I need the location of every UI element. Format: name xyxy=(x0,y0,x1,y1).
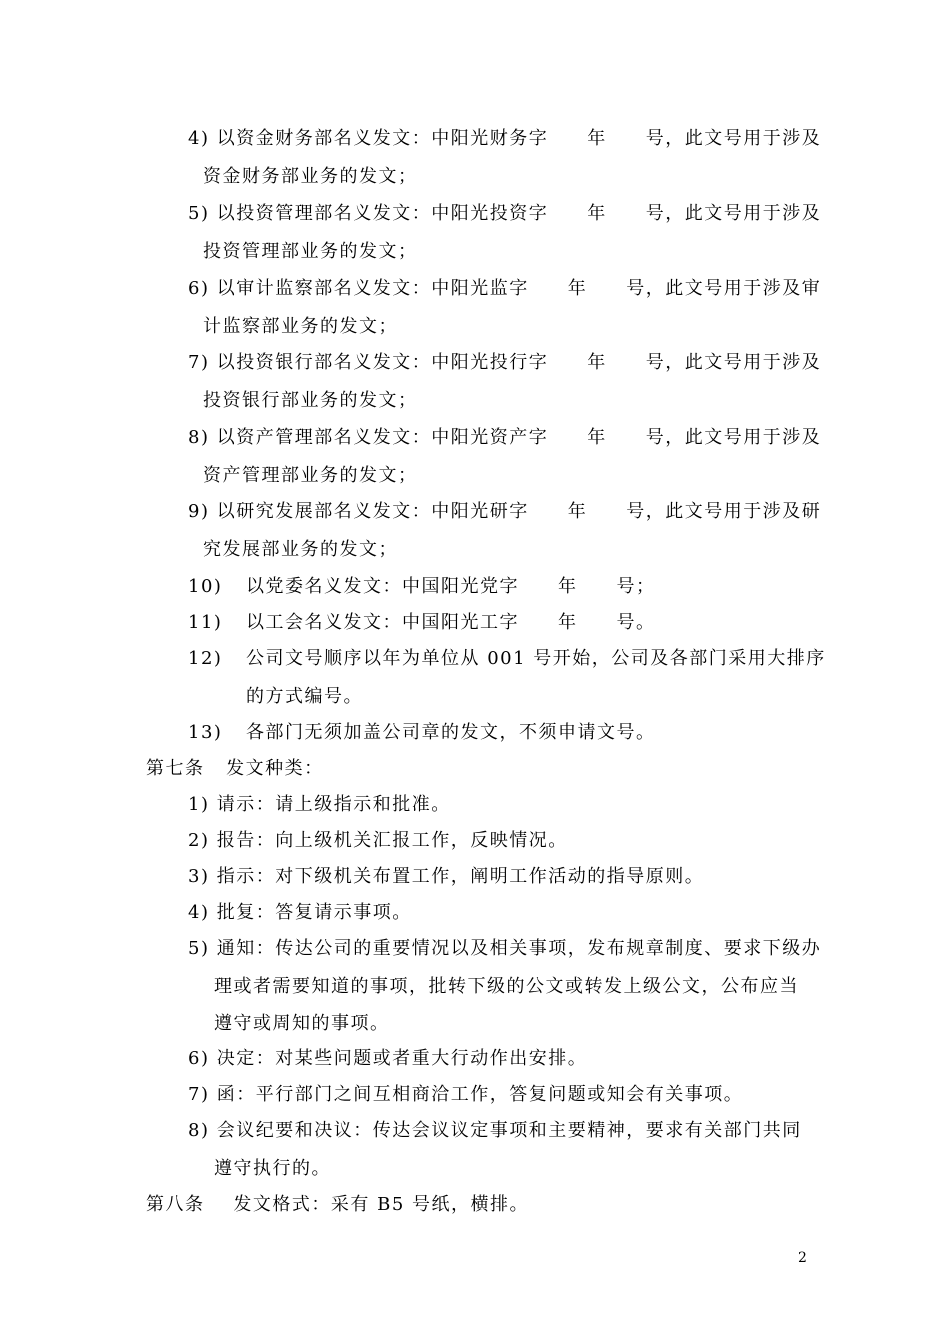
item-number: 11) xyxy=(188,612,223,633)
list-item xyxy=(188,901,412,925)
item-text: 请示：请上级指示和批准。 xyxy=(216,794,451,815)
item-text: 决定：对某些问题或者重大行动作出安排。 xyxy=(216,1048,588,1069)
item-text: 以投资银行部名义发文：中阳光投行字 年 号，此文号用于涉及 xyxy=(216,352,822,373)
item-number: 5) xyxy=(188,938,210,959)
article-heading xyxy=(146,757,324,781)
list-item xyxy=(188,1119,802,1143)
list-item xyxy=(188,351,821,375)
item-text: 会议纪要和决议：传达会议议定事项和主要精神，要求有关部门共同 xyxy=(216,1120,802,1141)
item-text: 以投资管理部名义发文：中阳光投资字 年 号，此文号用于涉及 xyxy=(216,203,822,224)
item-text-continued: 理或者需要知道的事项，批转下级的公文或转发上级公文，公布应当 xyxy=(214,976,799,997)
list-item xyxy=(188,202,821,226)
article-title: 发文种类： xyxy=(226,758,324,779)
item-text-continued: 资产管理部业务的发文； xyxy=(203,465,418,486)
item-text-continued: 究发展部业务的发文； xyxy=(203,539,398,560)
list-item xyxy=(188,647,826,671)
item-number: 3) xyxy=(188,866,210,887)
article-label: 第八条 xyxy=(146,1194,205,1215)
item-text: 函：平行部门之间互相商洽工作，答复问题或知会有关事项。 xyxy=(216,1084,744,1105)
item-number: 8) xyxy=(188,427,210,448)
item-text-continued: 遵守执行的。 xyxy=(214,1158,331,1179)
item-text-continued: 投资管理部业务的发文； xyxy=(203,241,418,262)
item-number: 9) xyxy=(188,501,210,522)
item-text: 报告：向上级机关汇报工作，反映情况。 xyxy=(216,830,568,851)
item-number: 7) xyxy=(188,352,210,373)
item-text: 公司文号顺序以年为单位从 001 号开始，公司及各部门采用大排序 xyxy=(246,648,826,669)
item-text: 以研究发展部名义发文：中阳光研字 年 号，此文号用于涉及研 xyxy=(216,501,822,522)
item-text: 通知：传达公司的重要情况以及相关事项，发布规章制度、要求下级办 xyxy=(216,938,822,959)
list-item xyxy=(188,426,821,450)
item-text: 以资金财务部名义发文：中阳光财务字 年 号，此文号用于涉及 xyxy=(216,128,822,149)
list-item xyxy=(188,127,821,151)
page-number: 2 xyxy=(798,1250,807,1266)
item-number: 4) xyxy=(188,902,210,923)
list-item xyxy=(188,1047,587,1071)
item-text: 以审计监察部名义发文：中阳光监字 年 号，此文号用于涉及审 xyxy=(216,278,822,299)
list-item xyxy=(188,937,821,961)
item-text-continued: 投资银行部业务的发文； xyxy=(203,390,418,411)
item-text: 以党委名义发文：中国阳光党字 年 号； xyxy=(246,576,656,597)
item-text-continued: 计监察部业务的发文； xyxy=(203,316,398,337)
item-text-continued: 的方式编号。 xyxy=(246,686,363,707)
item-number: 12) xyxy=(188,648,223,669)
list-item xyxy=(188,829,568,853)
item-text: 批复：答复请示事项。 xyxy=(216,902,412,923)
list-item xyxy=(188,721,656,745)
list-item xyxy=(188,575,656,599)
item-number: 13) xyxy=(188,722,223,743)
item-text: 以资产管理部名义发文：中阳光资产字 年 号，此文号用于涉及 xyxy=(216,427,822,448)
item-number: 1) xyxy=(188,794,210,815)
article-label: 第七条 xyxy=(146,758,205,779)
item-text: 以工会名义发文：中国阳光工字 年 号。 xyxy=(246,612,656,633)
item-text-continued: 资金财务部业务的发文； xyxy=(203,166,418,187)
item-number: 6) xyxy=(188,278,210,299)
list-item xyxy=(188,865,704,889)
item-number: 2) xyxy=(188,830,210,851)
item-number: 7) xyxy=(188,1084,210,1105)
item-number: 8) xyxy=(188,1120,210,1141)
article-text: 发文格式：采有 B5 号纸，横排。 xyxy=(233,1194,530,1215)
list-item xyxy=(188,1083,743,1107)
article-heading xyxy=(146,1193,529,1217)
list-item xyxy=(188,500,821,524)
item-number: 6) xyxy=(188,1048,210,1069)
list-item xyxy=(188,611,656,635)
item-text: 各部门无须加盖公司章的发文，不须申请文号。 xyxy=(246,722,656,743)
item-number: 10) xyxy=(188,576,223,597)
item-text: 指示：对下级机关布置工作，阐明工作活动的指导原则。 xyxy=(216,866,705,887)
list-item xyxy=(188,793,451,817)
item-number: 4) xyxy=(188,128,210,149)
list-item xyxy=(188,277,821,301)
item-text-continued: 遵守或周知的事项。 xyxy=(214,1013,390,1034)
item-number: 5) xyxy=(188,203,210,224)
